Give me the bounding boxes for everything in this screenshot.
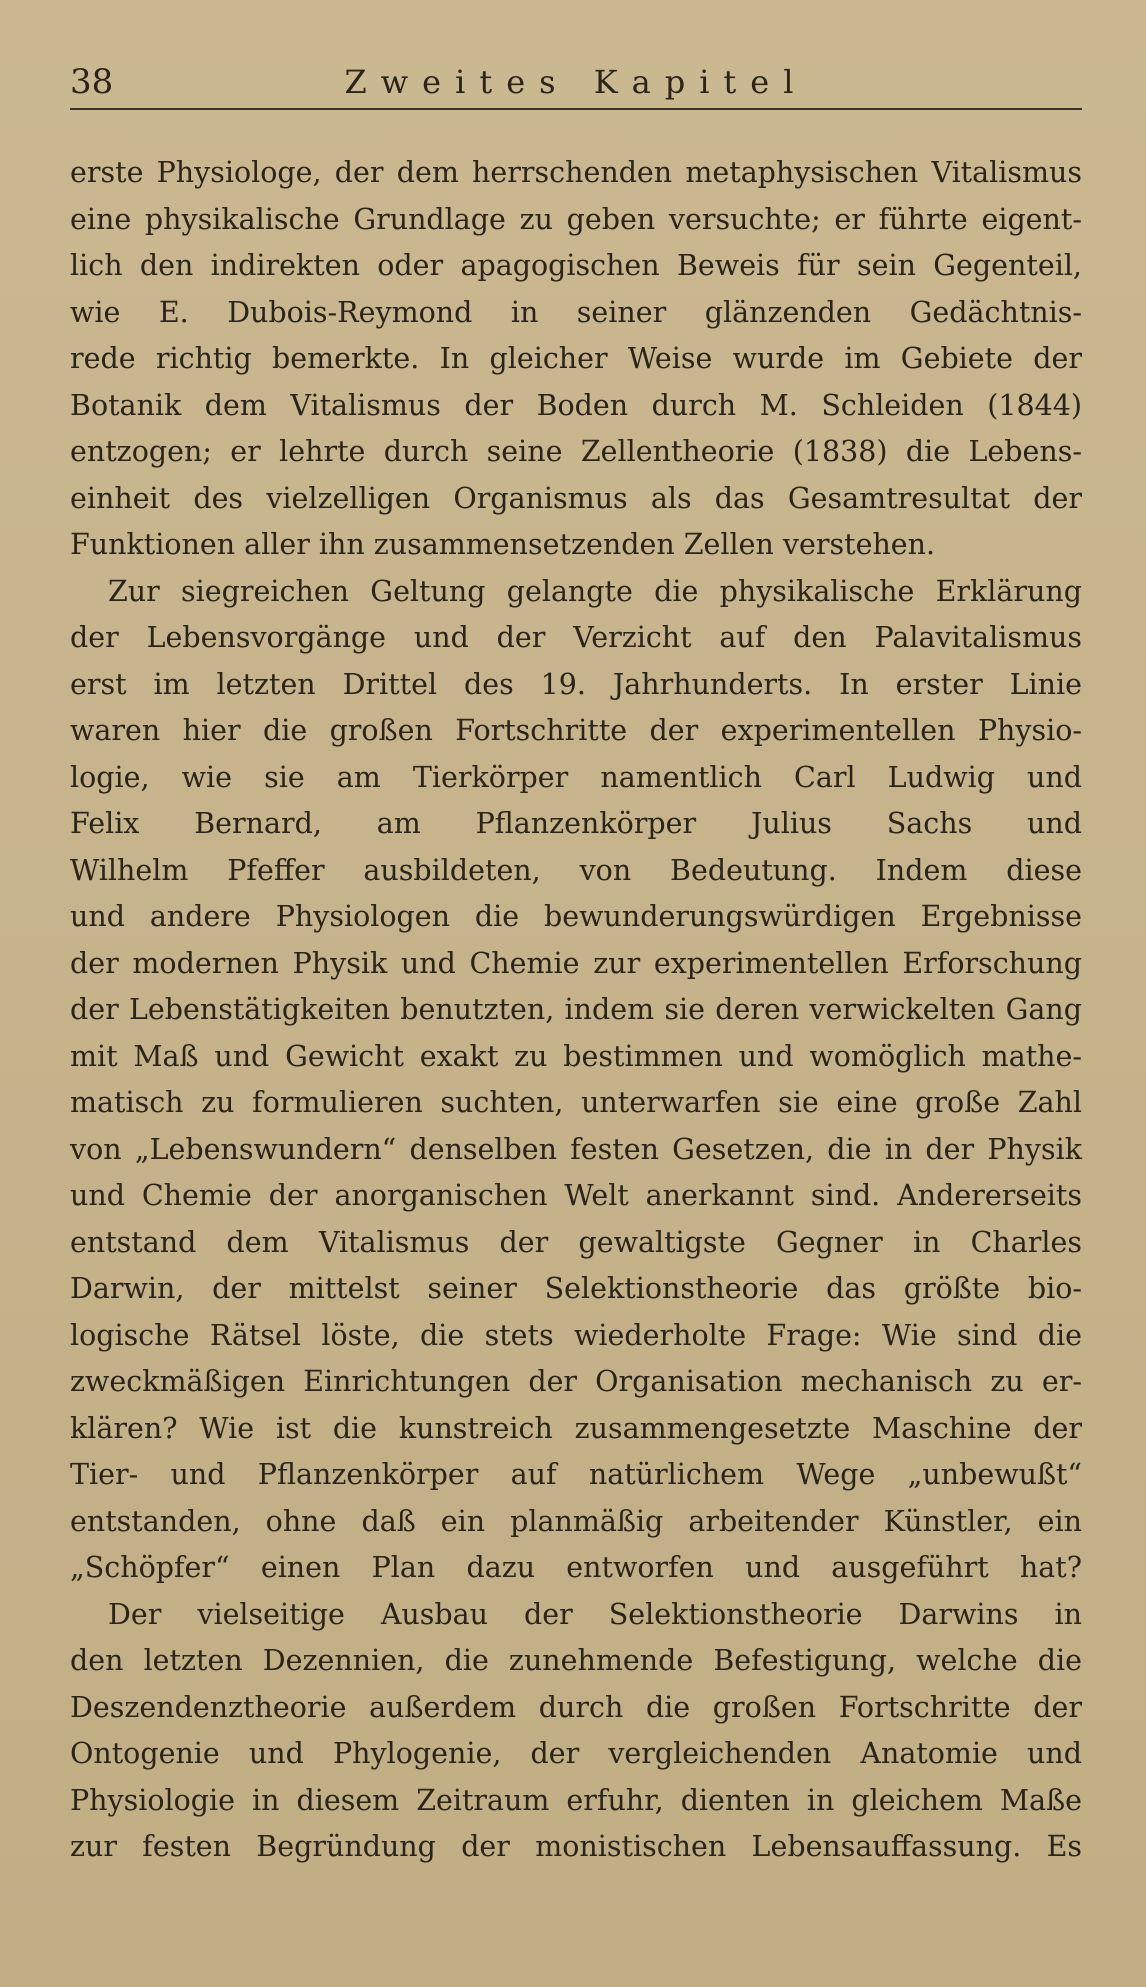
text-line: Felix Bernard, am Pflanzenkörper Julius Sachs und <box>70 807 1082 840</box>
text-line: rede richtig bemerkte. In gleicher Weise wurde im Gebiete der <box>70 342 1082 375</box>
text-line: Wilhelm Pfeffer ausbildeten, von Bedeutung. Indem diese <box>70 853 1082 887</box>
text-line: und Chemie der anorganischen Welt anerkannt sind. Andererseits <box>70 1179 1082 1212</box>
text-line: entstand dem Vitalismus der gewaltigste Gegner in Charles <box>70 1225 1082 1259</box>
text-line: Der vielseitige Ausbau der Selektionstheorie Darwins in <box>108 1597 1082 1631</box>
text-line: waren hier die großen Fortschritte der experimentellen Physio- <box>70 714 1082 747</box>
text-line: Zur siegreichen Geltung gelangte die physikalische Erklärung <box>108 574 1082 608</box>
page-number: 38 <box>70 62 114 102</box>
text-line: logische Rätsel löste, die stets wiederholte Frage: Wie sind die <box>70 1318 1082 1352</box>
text-line: der Lebensvorgänge und der Verzicht auf den Palavitalismus <box>70 621 1082 654</box>
text-line: matisch zu formulieren suchten, unterwarfen sie eine große Zahl <box>70 1086 1082 1119</box>
text-line: wie E. Dubois-Reymond in seiner glänzenden Gedächtnis- <box>70 295 1082 329</box>
text-line: zweckmäßigen Einrichtungen der Organisation mechanisch zu er- <box>70 1365 1082 1398</box>
text-line: der Lebenstätigkeiten benutzten, indem sie deren verwickelten Gang <box>70 993 1082 1026</box>
text-line: Tier- und Pflanzenkörper auf natürlichem Wege „unbewußt“ <box>70 1458 1082 1491</box>
text-line: und andere Physiologen die bewunderungswürdigen Ergebnisse <box>70 900 1082 933</box>
body-text <box>70 150 1082 1871</box>
text-line: entstanden, ohne daß ein planmäßig arbeitender Künstler, ein <box>70 1504 1082 1538</box>
text-line: Physiologie in diesem Zeitraum erfuhr, dienten in gleichem Maße <box>70 1783 1082 1817</box>
text-line: von „Lebenswundern“ denselben festen Gesetzen, die in der Physik <box>70 1132 1082 1166</box>
text-line: „Schöpfer“ einen Plan dazu entworfen und ausgeführt hat? <box>70 1551 1082 1584</box>
text-line: der modernen Physik und Chemie zur experimentellen Erforschung <box>70 946 1082 980</box>
text-line: erste Physiologe, der dem herrschenden metaphysischen Vitalismus <box>70 156 1082 189</box>
text-line: klären? Wie ist die kunstreich zusammengesetzte Maschine der <box>70 1411 1082 1445</box>
text-line: lich den indirekten oder apagogischen Beweis für sein Gegenteil, <box>70 249 1082 282</box>
text-line: Deszendenztheorie außerdem durch die großen Fortschritte der <box>70 1690 1082 1724</box>
running-head: Zweites Kapitel <box>344 63 808 101</box>
text-line: Ontogenie und Phylogenie, der vergleichenden Anatomie und <box>70 1737 1082 1770</box>
text-line: entzogen; er lehrte durch seine Zellentheorie (1838) die Lebens- <box>70 435 1082 468</box>
text-line: Darwin, der mittelst seiner Selektionstheorie das größte bio- <box>70 1272 1082 1305</box>
text-line: eine physikalische Grundlage zu geben versuchte; er führte eigent- <box>70 202 1082 236</box>
text-line: erst im letzten Drittel des 19. Jahrhunderts. In erster Linie <box>70 667 1082 701</box>
text-line: Botanik dem Vitalismus der Boden durch M. Schleiden (1844) <box>70 388 1082 422</box>
text-line: Funktionen aller ihn zusammensetzenden Zellen verstehen. <box>70 528 936 561</box>
text-line: logie, wie sie am Tierkörper namentlich Carl Ludwig und <box>70 760 1082 794</box>
text-line: den letzten Dezennien, die zunehmende Befestigung, welche die <box>70 1644 1082 1677</box>
text-line: zur festen Begründung der monistischen Lebensauffassung. Es <box>70 1830 1082 1863</box>
page-header <box>70 62 1082 110</box>
text-line: einheit des vielzelligen Organismus als das Gesamtresultat der <box>70 481 1082 515</box>
text-line: mit Maß und Gewicht exakt zu bestimmen und womöglich mathe- <box>70 1039 1082 1073</box>
